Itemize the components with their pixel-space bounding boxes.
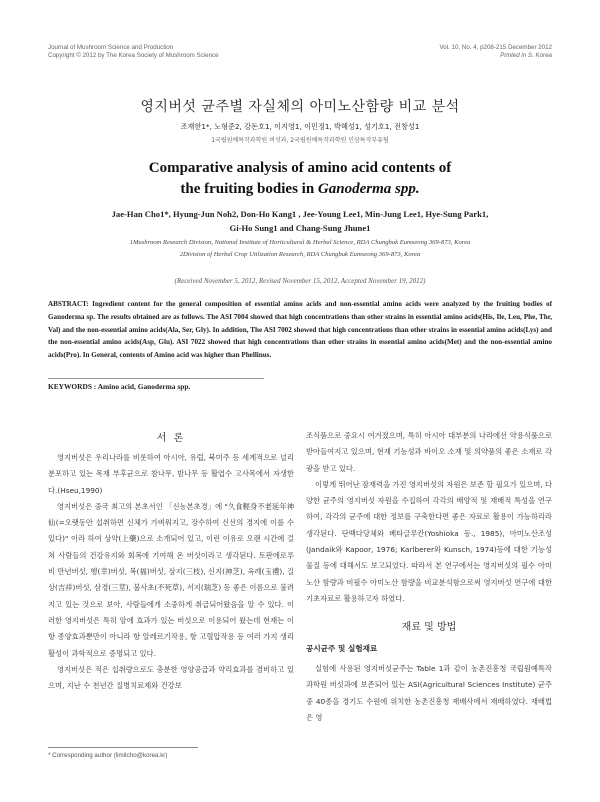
english-authors-line1: Jae-Han Cho1*, Hyung-Jun Noh2, Don-Ho Kang1 , Jee-Young Lee1, Min-Jung Lee1, Hye-Sung Park1, [111,209,489,219]
english-authors-line2: Gi-Ho Sung1 and Chang-Sung Jhune1 [229,223,371,233]
corresponding-author-footnote: * Corresponding author (limitcho@korea.kr) [48,752,168,759]
korean-title: 영지버섯 균주별 자실체의 아미노산함량 비교 분석 [140,99,460,115]
english-title-line2-text: the fruiting bodies in [180,181,318,197]
english-affiliation-2: 2Division of Herbal Crop Utilization Research, RDA Chungbuk Eumseong 369-873, Korea [179,251,421,258]
korean-affiliations: 1국립원예특작과학원 버섯과, 2국립원예특작과학원 인삼특작부유팀 [211,137,389,144]
section-heading-materials-methods: 재료 및 방법 [401,622,457,633]
section-heading-introduction: 서 론 [156,433,186,444]
methods-column [306,661,552,726]
footnote-rule [48,747,198,748]
keywords: KEYWORDS : Amino acid, Ganoderma spp. [48,382,191,391]
left-column [48,450,294,694]
right-paragraph-2: 이렇게 뛰어난 잠재력을 가진 영지버섯의 자원은 보존 할 필요가 있으며, 다양한 균주의 영지버섯 자원을 수집하여 각각의 배양적 및 재배적 특성을 연구하여, 각각의 균주에 대한 정보를 구축한다면 좋은 자료로 활용이 가능하리라 생각된다. 단백다당체와 베타글루칸(Yoshioka 등., 1985), 아미노산조성(Jandaik와 Kapoor, 1976; Karlberer와 Kunsch, 1974)등에 대한 기능성 물질 등에 대해서도 보고되었다. 따라서 본 연구에서는 영지버섯의 필수 아미노산 함량과 비필수 아미노산 함량을 비교분석함으로써 영지버섯 연구에 대한 기초자료로 활용하고자 하였다. [306,479,552,603]
intro-paragraph-1: 영지버섯은 우리나라를 비롯하여 아시아, 유럽, 북미주 등 세계적으로 널리 분포하고 있는 목재 부후균으로 참나무, 밤나무 등 활엽수 고사목에서 자생한다.(Hseu,1990) [48,453,294,495]
journal-name: Journal of Mushroom Science and Production [48,44,174,51]
english-title-genus: Ganoderma spp. [317,181,420,197]
korean-authors: 조재한1*, 노형준2, 강돈호1, 이지영1, 이민정1, 박혜성1, 성기호1, 전창성1 [180,122,420,131]
journal-printed: Printed in S. Korea [500,52,552,59]
intro-paragraph-2: 영지버섯은 중국 최고의 본초서인 「신농본초경」에 "久食輕身不老延年神仙(=오랫동안 섭취하면 신체가 가벼워지고, 장수하여 신선의 경지에 이를 수 있다)" 이라 하여 상약(上藥)으로 소개되어 있고, 이런 이유로 오랜 시간에 걸쳐 사람들의 건강유지와 회복에 기여해 온 버섯이라고 생각된다. 토판에로루비 만년버섯, 행(幸)버섯, 복(福)버섯, 삼지(三枝), 신지(神芝), 옥례(玉禮), 길상(吉祥)버섯, 삼경(三莖), 불사초(不死草), 서지(瑞芝) 등 좋은 이름으로 불려지고 있는 것으로 보아, 사람들에게 소중하게 취급되어왔음을 알 수 있다. 이러한 영지버섯은 특히 암에 효과가 있는 버섯으로 이용되어 왔는데 현재는 이 항 종양효과뿐만이 아니라 항 알레르기작용, 항 고혈압작용 등 여러 가지 생리활성이 과학적으로 증명되고 있다. [48,501,294,658]
subsection-heading-strains: 공시균주 및 실험재료 [306,644,378,653]
keywords-rule [48,378,264,379]
methods-paragraph-1: 실험에 사용된 영지버섯균주는 Table 1과 같이 농촌진흥청 국립원예특작과학원 버섯과에 보존되어 있는 ASI(Agricultural Sciences Institute) 균주 중 40종을 경기도 수원에 위치한 농촌진흥청 재배사에서 재배하였다. 재배법은 영 [306,664,552,722]
english-title [0,158,600,200]
journal-copyright: Copyright © 2012 by The Korea Society of Mushroom Science [48,52,219,59]
right-paragraph-1: 조식품으로 중요시 여겨졌으며, 특히 아시아 대부분의 나라에선 약용식품으로 받아들여지고 있으며, 현재 기능성과 바이오 소재 및 의약품의 좋은 소재로 각광을 받고 있다. [306,431,552,473]
journal-header-right [440,44,552,60]
journal-volume: Vol. 10, No. 4, p208-215 December 2012 [439,44,552,51]
journal-header-left [48,44,219,60]
intro-paragraph-3: 영지버섯은 적은 섭취량으로도 충분한 영양공급과 약리효과를 겸비하고 있으며, 지난 수 천년간 질병치료제와 건강보 [48,664,294,691]
english-affiliation-1: 1Mushroom Research Division, National Institute of Horticultural & Herbal Science, RDA Chungbuk Eumseong 369-873, Korea [129,239,471,246]
abstract: ABSTRACT: Ingredient content for the general composition of essential amino acids and non-essential amino acids were analyzed by the fruiting bodies of Ganoderma sp. The results obtained are as follows. The ASI 7004 showed that high concentrations than other strains in essential amino acids(His, Ile, Leu, Phe, Thr, Val) and the non-essential amino acids(Ala, Ser, Gly). In addition, The ASI 7002 showed that high concentrations than other strains in essential amino acids(Lys) and the non-essential amino acids(Asp, Glu). ASI 7022 showed that high concentrations than other strains in essential amino acids(Met) and the non-essential amino acids(Pro). In General, contents of Amino acid was higher than Phellinus. [48,300,552,360]
english-title-line2 [0,179,600,200]
english-title-line1: Comparative analysis of amino acid contents of [148,160,452,176]
english-affiliations [0,237,600,261]
received-dates: (Received November 5, 2012, Revised November 15, 2012, Accepted November 19, 2012) [174,277,426,285]
english-authors [0,207,600,235]
right-column [306,428,552,607]
